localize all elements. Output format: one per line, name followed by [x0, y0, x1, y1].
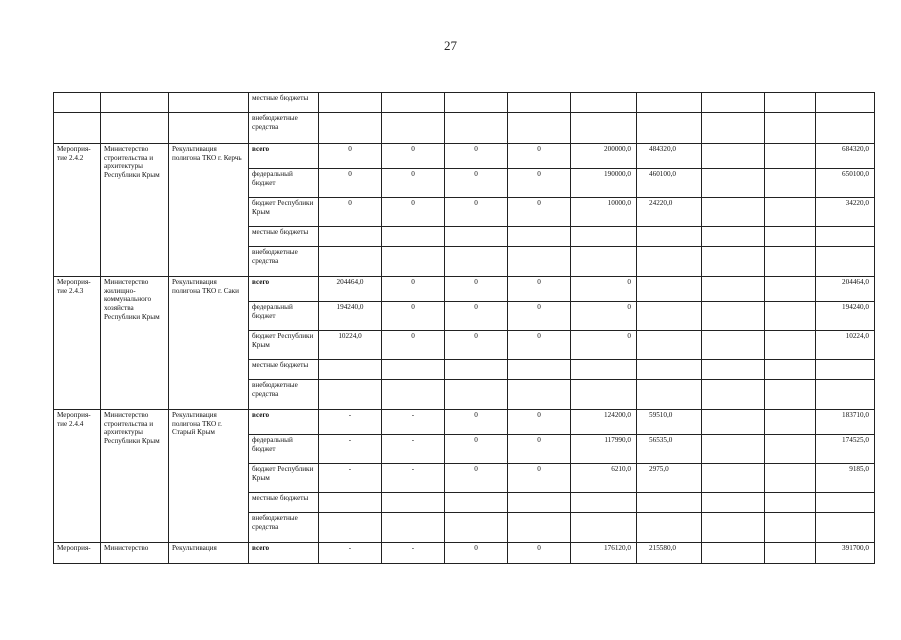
value-cell [702, 331, 765, 360]
activity-name: Рекультивация [169, 543, 249, 564]
page-number: 27 [444, 38, 457, 53]
value-cell [816, 493, 875, 513]
activity-id: Мероприя-тие 2.4.4 [54, 410, 101, 543]
value-cell [637, 247, 702, 277]
value-cell [319, 113, 382, 144]
source-label: местные бюджеты [249, 227, 319, 247]
value-cell [765, 464, 816, 493]
value-cell [765, 543, 816, 564]
activity-id: Мероприя-тие 2.4.2 [54, 144, 101, 277]
value-cell: 190000,0 [571, 169, 637, 198]
value-cell: 10224,0 [319, 331, 382, 360]
value-cell [508, 360, 571, 380]
value-cell [702, 277, 765, 302]
value-cell: 0 [382, 277, 445, 302]
value-cell: 200000,0 [571, 144, 637, 169]
value-cell [702, 493, 765, 513]
value-cell [765, 144, 816, 169]
value-cell: - [382, 435, 445, 464]
value-cell: 0 [571, 331, 637, 360]
value-cell [702, 410, 765, 435]
value-cell: 174525,0 [816, 435, 875, 464]
value-cell: 124200,0 [571, 410, 637, 435]
value-cell [816, 113, 875, 144]
value-cell: 0 [445, 144, 508, 169]
value-cell [816, 227, 875, 247]
value-cell [816, 380, 875, 410]
value-cell: 117990,0 [571, 435, 637, 464]
source-label: бюджет Республики Крым [249, 464, 319, 493]
source-label: внебюджетные средства [249, 247, 319, 277]
value-cell [571, 113, 637, 144]
value-cell: 0 [382, 302, 445, 331]
value-cell: 0 [382, 144, 445, 169]
value-cell: 0 [445, 169, 508, 198]
source-label: всего [249, 543, 319, 564]
value-cell [571, 247, 637, 277]
value-cell [637, 331, 702, 360]
value-cell [816, 513, 875, 543]
value-cell [816, 247, 875, 277]
table-row [54, 144, 875, 169]
value-cell: 0 [445, 543, 508, 564]
value-cell: - [382, 464, 445, 493]
source-label: местные бюджеты [249, 93, 319, 113]
value-cell: 183710,0 [816, 410, 875, 435]
value-cell: 2975,0 [637, 464, 702, 493]
value-cell: 0 [445, 198, 508, 227]
value-cell [319, 380, 382, 410]
value-cell: - [319, 435, 382, 464]
table-row [54, 543, 875, 564]
value-cell: 0 [508, 302, 571, 331]
activity-name: Рекультивация полигона ТКО г. Керчь [169, 144, 249, 277]
executor-name: Министерство строительства и архитектуры Республики Крым [101, 144, 169, 277]
value-cell [571, 380, 637, 410]
value-cell: 204464,0 [319, 277, 382, 302]
value-cell: - [319, 410, 382, 435]
value-cell [637, 227, 702, 247]
source-label: всего [249, 144, 319, 169]
activity-name: Рекультивация полигона ТКО г. Старый Крым [169, 410, 249, 543]
value-cell: 460100,0 [637, 169, 702, 198]
source-label: федеральный бюджет [249, 169, 319, 198]
value-cell [702, 513, 765, 543]
value-cell [637, 93, 702, 113]
value-cell [382, 493, 445, 513]
value-cell [571, 493, 637, 513]
value-cell: 0 [508, 277, 571, 302]
value-cell [765, 169, 816, 198]
value-cell: 194240,0 [816, 302, 875, 331]
value-cell: 215580,0 [637, 543, 702, 564]
value-cell [382, 247, 445, 277]
value-cell [765, 227, 816, 247]
budget-table [53, 92, 875, 564]
value-cell [445, 113, 508, 144]
value-cell: 0 [445, 277, 508, 302]
activity-name: Рекультивация полигона ТКО г. Саки [169, 277, 249, 410]
value-cell: 6210,0 [571, 464, 637, 493]
activity-id: Мероприя-тие 2.4.3 [54, 277, 101, 410]
value-cell [319, 360, 382, 380]
value-cell [702, 113, 765, 144]
value-cell [702, 360, 765, 380]
value-cell [765, 435, 816, 464]
value-cell: 484320,0 [637, 144, 702, 169]
value-cell: 56535,0 [637, 435, 702, 464]
empty-cell [169, 93, 249, 113]
value-cell [571, 227, 637, 247]
value-cell: 194240,0 [319, 302, 382, 331]
value-cell: 0 [319, 169, 382, 198]
value-cell [445, 227, 508, 247]
value-cell: - [319, 464, 382, 493]
value-cell [508, 113, 571, 144]
value-cell [816, 93, 875, 113]
value-cell [702, 93, 765, 113]
value-cell [382, 113, 445, 144]
value-cell [319, 247, 382, 277]
value-cell: 204464,0 [816, 277, 875, 302]
value-cell: 0 [319, 198, 382, 227]
value-cell [445, 380, 508, 410]
value-cell [702, 302, 765, 331]
value-cell: - [319, 543, 382, 564]
value-cell [637, 277, 702, 302]
activity-id: Мероприя- [54, 543, 101, 564]
value-cell [765, 277, 816, 302]
value-cell: 0 [508, 169, 571, 198]
source-label: местные бюджеты [249, 360, 319, 380]
value-cell: 0 [508, 144, 571, 169]
value-cell: 10224,0 [816, 331, 875, 360]
value-cell: 0 [445, 331, 508, 360]
value-cell [319, 227, 382, 247]
value-cell [637, 513, 702, 543]
source-label: бюджет Республики Крым [249, 198, 319, 227]
value-cell: 0 [508, 464, 571, 493]
value-cell [382, 227, 445, 247]
value-cell [702, 380, 765, 410]
value-cell [571, 513, 637, 543]
value-cell [382, 93, 445, 113]
value-cell [382, 513, 445, 543]
value-cell: 391700,0 [816, 543, 875, 564]
value-cell: 176120,0 [571, 543, 637, 564]
value-cell [571, 360, 637, 380]
value-cell: 9185,0 [816, 464, 875, 493]
value-cell [765, 360, 816, 380]
value-cell: 0 [508, 331, 571, 360]
empty-cell [101, 93, 169, 113]
value-cell [765, 113, 816, 144]
table-row [54, 277, 875, 302]
value-cell [637, 380, 702, 410]
value-cell [382, 360, 445, 380]
value-cell [445, 247, 508, 277]
value-cell [816, 360, 875, 380]
value-cell: 0 [508, 198, 571, 227]
value-cell [319, 493, 382, 513]
value-cell [508, 93, 571, 113]
value-cell: 0 [508, 410, 571, 435]
value-cell [765, 513, 816, 543]
value-cell [508, 380, 571, 410]
value-cell [508, 247, 571, 277]
empty-cell [54, 93, 101, 113]
value-cell: 0 [571, 302, 637, 331]
source-label: всего [249, 410, 319, 435]
empty-cell [101, 113, 169, 144]
source-label: местные бюджеты [249, 493, 319, 513]
value-cell [637, 360, 702, 380]
value-cell: - [382, 543, 445, 564]
value-cell [637, 302, 702, 331]
value-cell [508, 513, 571, 543]
value-cell [765, 247, 816, 277]
value-cell [702, 198, 765, 227]
source-label: всего [249, 277, 319, 302]
source-label: федеральный бюджет [249, 435, 319, 464]
value-cell [445, 360, 508, 380]
value-cell: 0 [445, 410, 508, 435]
value-cell [319, 93, 382, 113]
value-cell [702, 247, 765, 277]
value-cell: 34220,0 [816, 198, 875, 227]
value-cell [319, 513, 382, 543]
executor-name: Министерство жилищно-коммунального хозяйства Республики Крым [101, 277, 169, 410]
value-cell: 650100,0 [816, 169, 875, 198]
value-cell: 0 [445, 435, 508, 464]
value-cell: 0 [445, 302, 508, 331]
value-cell [765, 410, 816, 435]
value-cell [508, 493, 571, 513]
value-cell [702, 464, 765, 493]
value-cell [765, 93, 816, 113]
value-cell [702, 227, 765, 247]
value-cell [508, 227, 571, 247]
value-cell [382, 380, 445, 410]
source-label: внебюджетные средства [249, 513, 319, 543]
value-cell: 684320,0 [816, 144, 875, 169]
value-cell: 0 [382, 198, 445, 227]
source-label: бюджет Республики Крым [249, 331, 319, 360]
value-cell [637, 493, 702, 513]
value-cell: 59510,0 [637, 410, 702, 435]
value-cell [702, 543, 765, 564]
executor-name: Министерство строительства и архитектуры Республики Крым [101, 410, 169, 543]
value-cell: 10000,0 [571, 198, 637, 227]
value-cell [765, 380, 816, 410]
source-label: внебюджетные средства [249, 113, 319, 144]
value-cell [445, 513, 508, 543]
value-cell: 0 [445, 464, 508, 493]
value-cell: 0 [508, 543, 571, 564]
value-cell [765, 331, 816, 360]
value-cell: 24220,0 [637, 198, 702, 227]
source-label: внебюджетные средства [249, 380, 319, 410]
table-row [54, 93, 875, 113]
value-cell: 0 [508, 435, 571, 464]
value-cell [637, 113, 702, 144]
value-cell [702, 435, 765, 464]
value-cell [765, 302, 816, 331]
table-row [54, 410, 875, 435]
value-cell [445, 93, 508, 113]
table-row [54, 113, 875, 144]
empty-cell [169, 113, 249, 144]
executor-name: Министерство [101, 543, 169, 564]
value-cell: - [382, 410, 445, 435]
value-cell: 0 [382, 169, 445, 198]
value-cell [702, 169, 765, 198]
value-cell: 0 [319, 144, 382, 169]
value-cell [765, 198, 816, 227]
value-cell: 0 [382, 331, 445, 360]
value-cell [445, 493, 508, 513]
value-cell: 0 [571, 277, 637, 302]
source-label: федеральный бюджет [249, 302, 319, 331]
value-cell [702, 144, 765, 169]
value-cell [571, 93, 637, 113]
value-cell [765, 493, 816, 513]
empty-cell [54, 113, 101, 144]
